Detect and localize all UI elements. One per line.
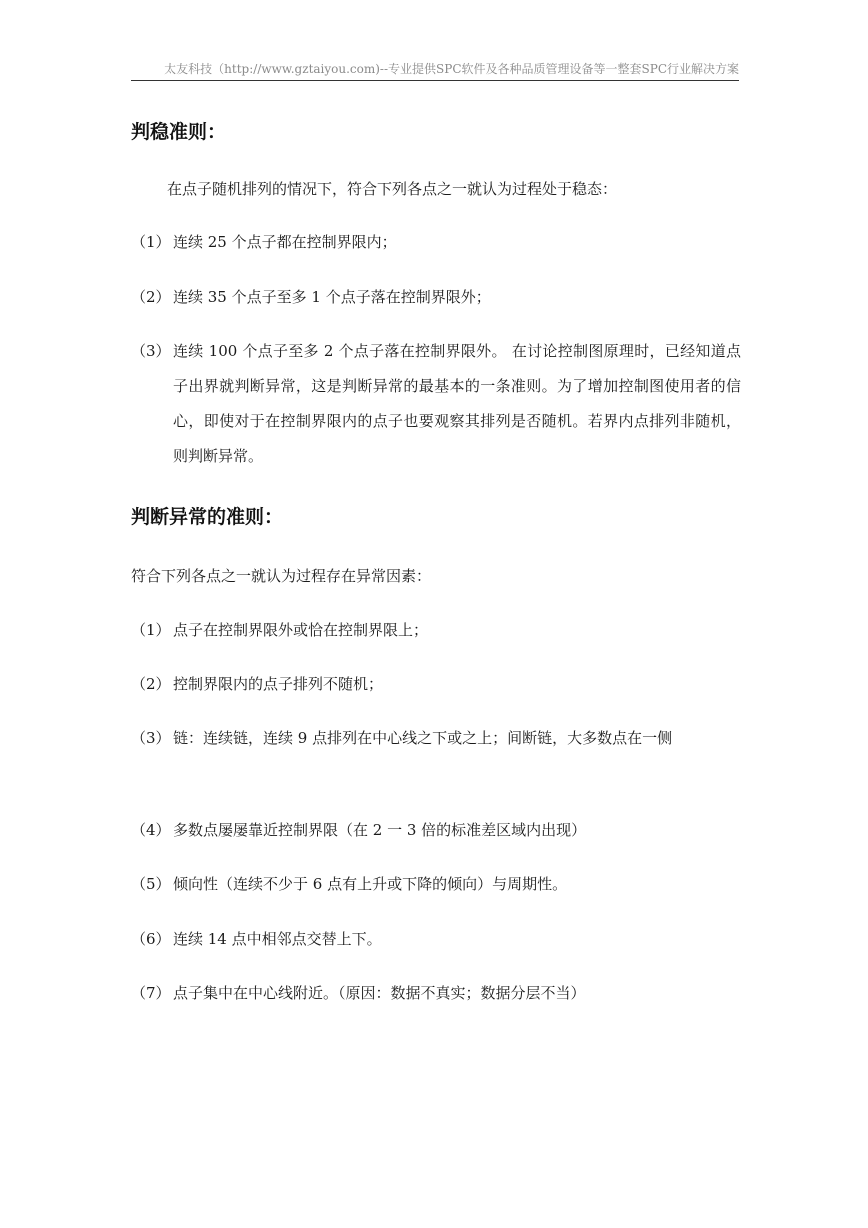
list-item-text: 点子集中在中心线附近。（原因：数据不真实；数据分层不当）	[173, 984, 586, 1002]
list-item-text: 链：连续链，连续 9 点排列在中心线之下或之上；间断链，大多数点在一侧	[173, 729, 673, 747]
section-intro-stability: 在点子随机排列的情况下，符合下列各点之一就认为过程处于稳态：	[167, 180, 618, 198]
list-item-text: 连续 35 个点子至多 1 个点子落在控制界限外；	[173, 288, 491, 306]
list-item	[131, 673, 741, 694]
list-item-number: （3）	[131, 342, 171, 360]
list-item-number: （4）	[131, 821, 171, 839]
list-item-text: 连续 100 个点子至多 2 个点子落在控制界限外。 在讨论控制图原理时，已经知道点子出界就判断异常，这是判断异常的最基本的一条准则。为了增加控制图使用者的信心，即使对于在控制界限内的点子也要观察其排列是否随机。若界内点排列非随机，则判断异常。	[173, 342, 741, 465]
list-item-number: （3）	[131, 729, 171, 747]
list-item	[131, 873, 741, 894]
list-item	[131, 619, 741, 640]
list-item-text: 连续 14 点中相邻点交替上下。	[173, 930, 382, 948]
section-intro-abnormal: 符合下列各点之一就认为过程存在异常因素：	[131, 567, 432, 585]
list-item-text: 多数点屡屡靠近控制界限（在 2 一 3 倍的标准差区域内出现）	[173, 821, 587, 839]
list-item-text: 连续 25 个点子都在控制界限内；	[173, 233, 397, 251]
list-item	[131, 928, 741, 949]
page-header: 太友科技（http://www.gztaiyou.com)--专业提供SPC软件及各种品质管理设备等一整套SPC行业解决方案	[164, 62, 739, 76]
list-item	[131, 721, 741, 756]
section-heading-stability: 判稳准则：	[131, 121, 227, 143]
list-item-text: 控制界限内的点子排列不随机；	[173, 675, 384, 693]
list-item-number: （7）	[131, 984, 171, 1002]
list-item	[131, 286, 741, 307]
list-item-number: （5）	[131, 875, 171, 893]
list-item	[131, 231, 741, 252]
list-item-number: （6）	[131, 930, 171, 948]
list-item-number: （1）	[131, 621, 171, 639]
list-item-number: （2）	[131, 288, 171, 306]
list-item-text: 点子在控制界限外或恰在控制界限上；	[173, 621, 429, 639]
list-item	[131, 982, 741, 1003]
section-heading-abnormal: 判断异常的准则：	[131, 506, 284, 528]
header-divider	[131, 80, 739, 81]
list-item-number: （1）	[131, 233, 171, 251]
list-item-text: 倾向性（连续不少于 6 点有上升或下降的倾向）与周期性。	[173, 875, 568, 893]
list-item-number: （2）	[131, 675, 171, 693]
list-item	[131, 819, 741, 840]
list-item	[131, 334, 741, 474]
